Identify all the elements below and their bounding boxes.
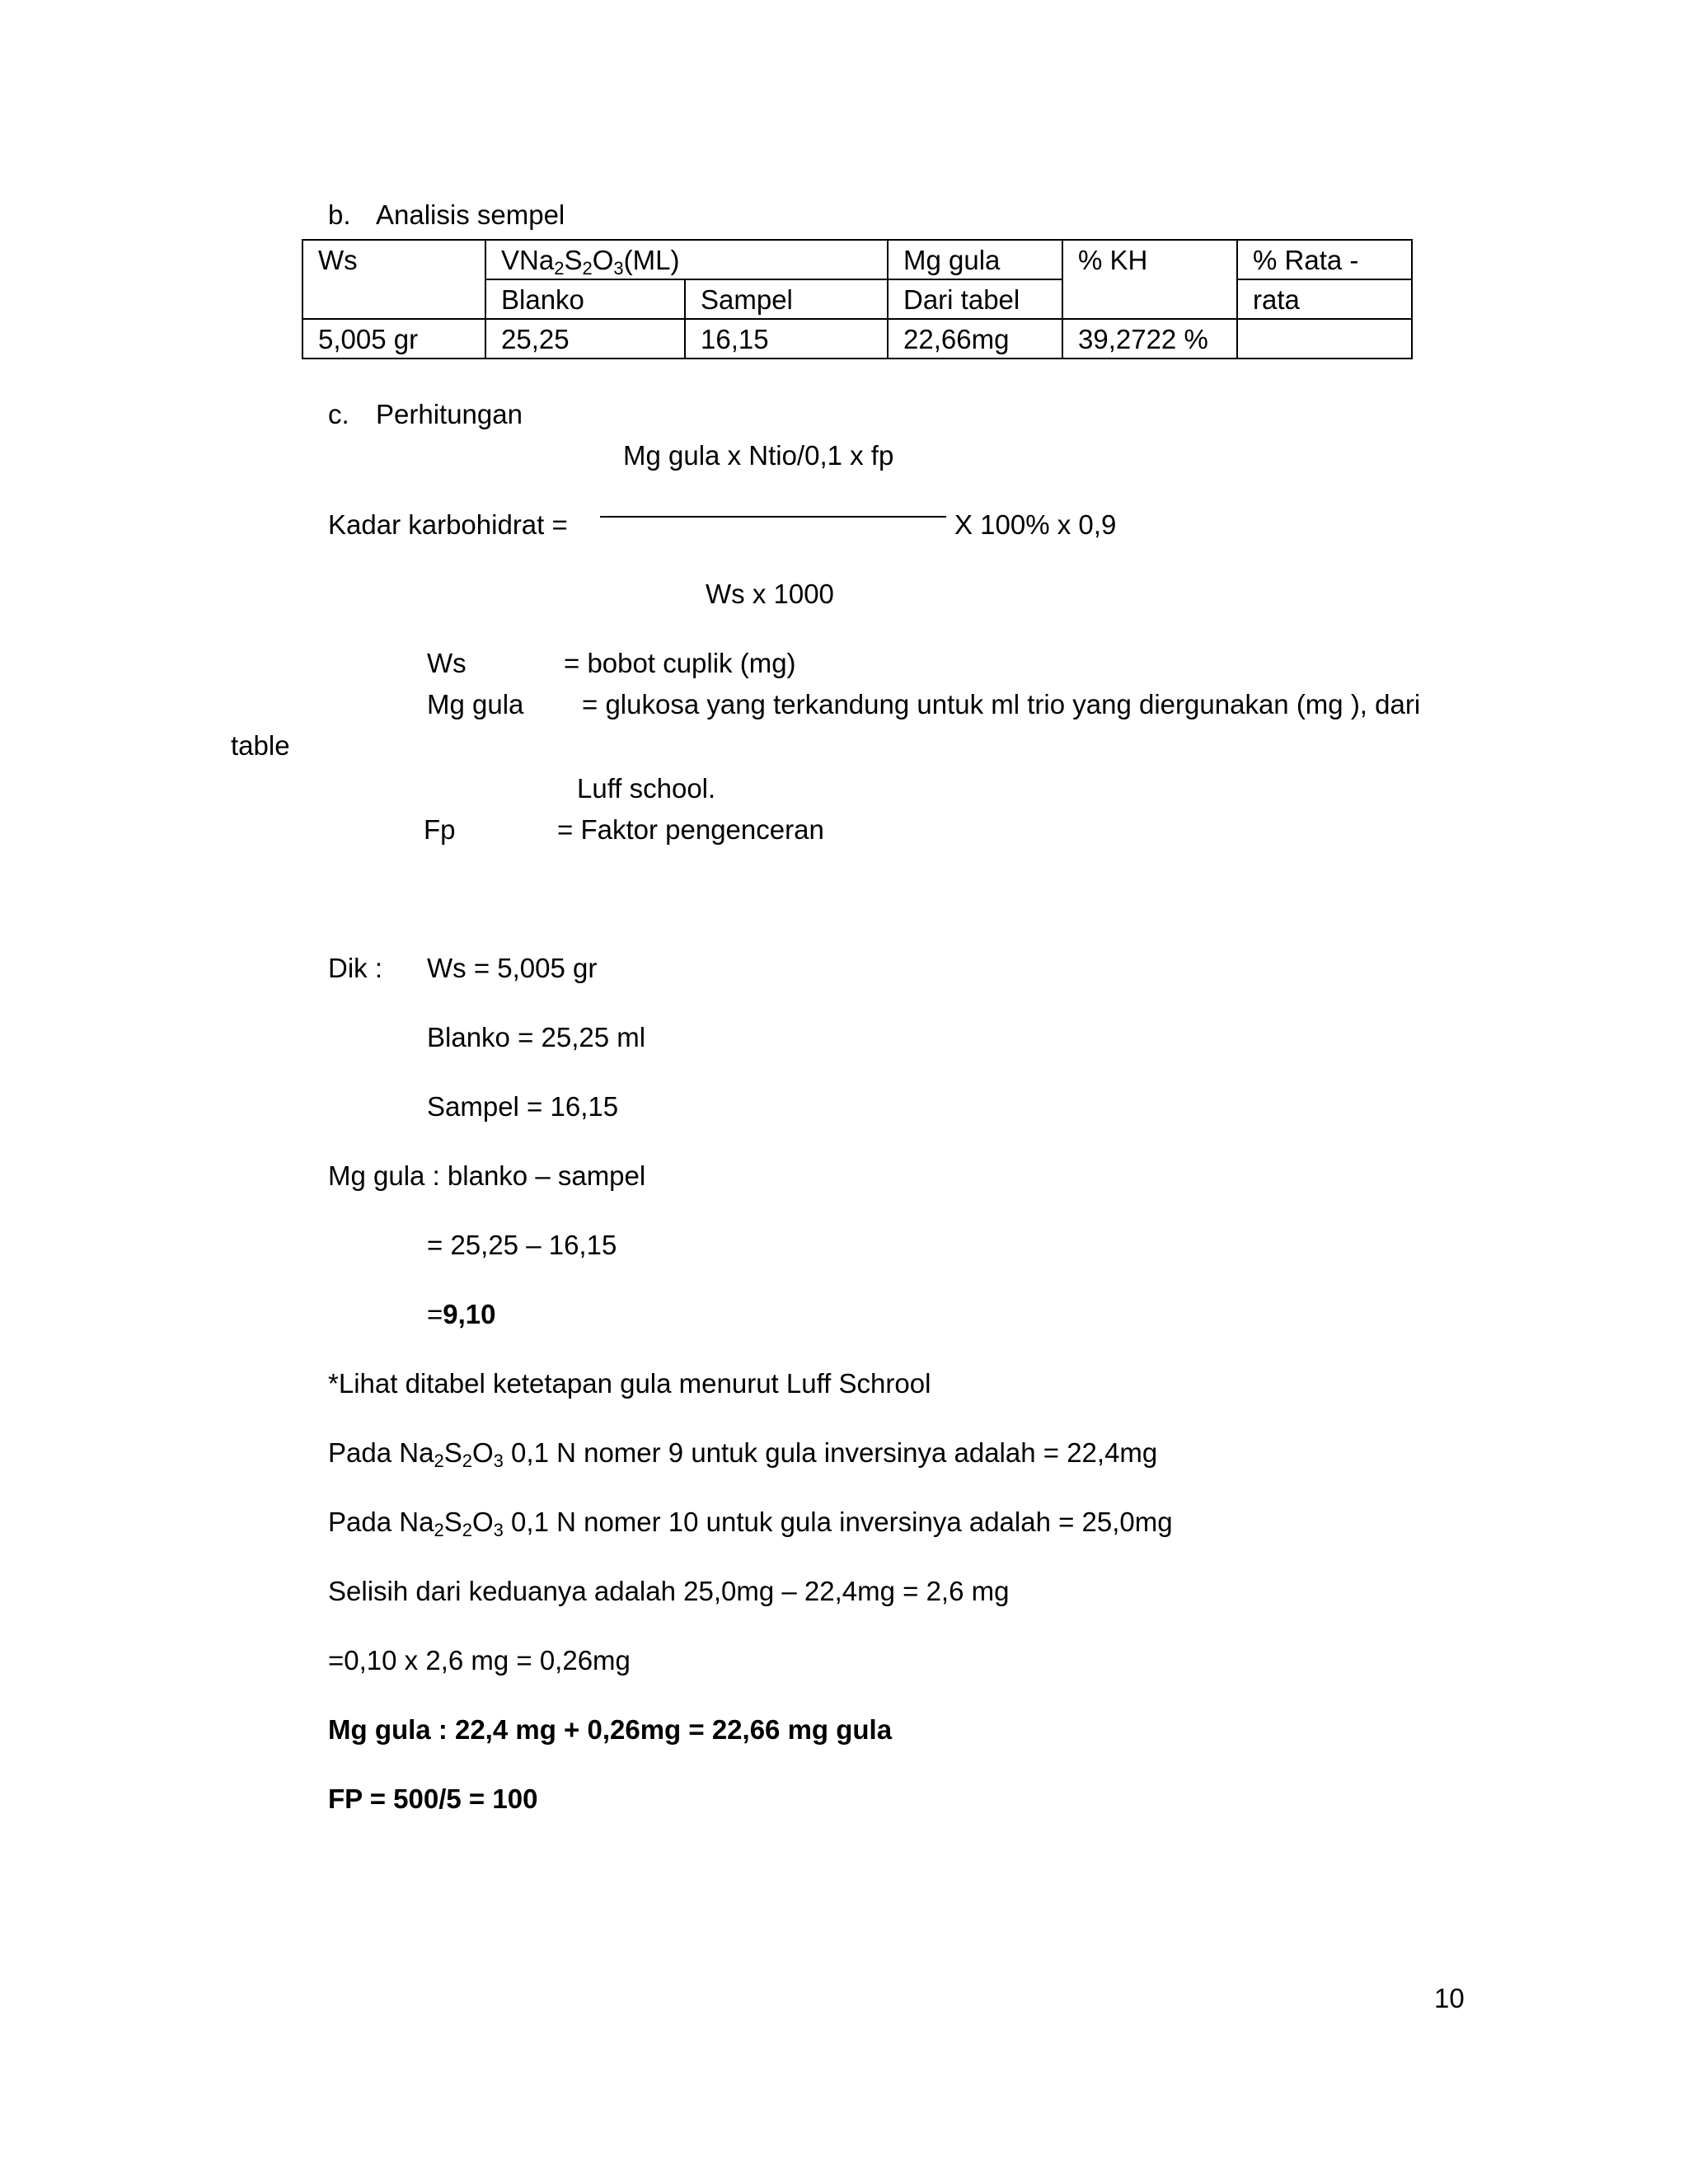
calc-pada-9: Pada $Na_2S_2O_3$ 0,1 N nomer 9 untuk gula inversinya adalah = 22,4mg xyxy=(328,1437,1158,1471)
formula-numerator: Mg gula x Ntio/0,1 x fp xyxy=(623,440,894,471)
calc-note: *Lihat ditabel ketetapan gula menurut Luff Schrool xyxy=(328,1368,931,1399)
def-fp-key: Fp xyxy=(424,814,456,845)
calc-pada-10: Pada $Na_2S_2O_3$ 0,1 N nomer 10 untuk gula inversinya adalah = 25,0mg xyxy=(328,1507,1173,1540)
section-b-title: Analisis sempel xyxy=(376,199,565,230)
section-c-label: c. xyxy=(328,399,349,429)
header-ws: Ws xyxy=(302,240,485,319)
dik-sampel: Sampel = 16,15 xyxy=(427,1091,619,1122)
fraction-line xyxy=(600,516,946,518)
header-rata: % Rata - xyxy=(1237,240,1412,279)
section-c-title: Perhitungan xyxy=(376,399,523,429)
formula-denominator: Ws x 1000 xyxy=(706,579,834,609)
section-b-label: b. xyxy=(328,199,351,230)
dik-blanko: Blanko = 25,25 ml xyxy=(427,1022,646,1052)
def-ws-val: = bobot cuplik (mg) xyxy=(564,648,796,678)
calc-sub-line: = 25,25 – 16,15 xyxy=(427,1230,617,1260)
def-mg-cont: Luff school. xyxy=(577,773,716,804)
cell-mg-gula: 22,66mg xyxy=(888,319,1062,359)
table-header-row xyxy=(302,240,1412,279)
calc-times: =0,10 x 2,6 mg = 0,26mg xyxy=(328,1645,631,1675)
calc-selisih: Selisih dari keduanya adalah 25,0mg – 22,4mg = 2,6 mg xyxy=(328,1576,1010,1606)
cell-kh: 39,2722 % xyxy=(1062,319,1237,359)
calc-result: =9,10 xyxy=(427,1299,496,1329)
cell-sampel: 16,15 xyxy=(685,319,888,359)
calc-mg-gula-line: Mg gula : blanko – sampel xyxy=(328,1160,646,1191)
formula-multiplier: X 100% x 0,9 xyxy=(954,509,1117,540)
header-sampel: Sampel xyxy=(685,279,888,319)
header-mg-gula: Mg gula xyxy=(888,240,1062,279)
def-mg-val: = glukosa yang terkandung untuk ml trio yang diergunakan (mg ), dari xyxy=(582,689,1421,719)
calc-fp: FP = 500/5 = 100 xyxy=(328,1783,538,1814)
def-mg-wrap: table xyxy=(231,730,290,761)
dik-ws: Ws = 5,005 gr xyxy=(427,953,598,983)
calc-mg-total: Mg gula : 22,4 mg + 0,26mg = 22,66 mg gula xyxy=(328,1714,893,1745)
def-ws-key: Ws xyxy=(427,648,467,678)
header-kh: % KH xyxy=(1062,240,1237,319)
def-fp-val: = Faktor pengenceran xyxy=(557,814,824,845)
analysis-table xyxy=(302,239,1413,359)
cell-rata xyxy=(1237,319,1412,359)
cell-ws: 5,005 gr xyxy=(302,319,485,359)
header-dari-tabel: Dari tabel xyxy=(888,279,1062,319)
page-number: 10 xyxy=(1434,1983,1465,2013)
cell-blanko: 25,25 xyxy=(485,319,685,359)
header-blanko: Blanko xyxy=(485,279,685,319)
header-rata-2: rata xyxy=(1237,279,1412,319)
formula-lhs: Kadar karbohidrat = xyxy=(328,509,568,540)
dik-label: Dik : xyxy=(328,953,382,983)
table-row xyxy=(302,319,1412,359)
header-vna: $VNa_2S_2O_3(ML)$ xyxy=(485,240,888,279)
def-mg-key: Mg gula xyxy=(427,689,524,719)
